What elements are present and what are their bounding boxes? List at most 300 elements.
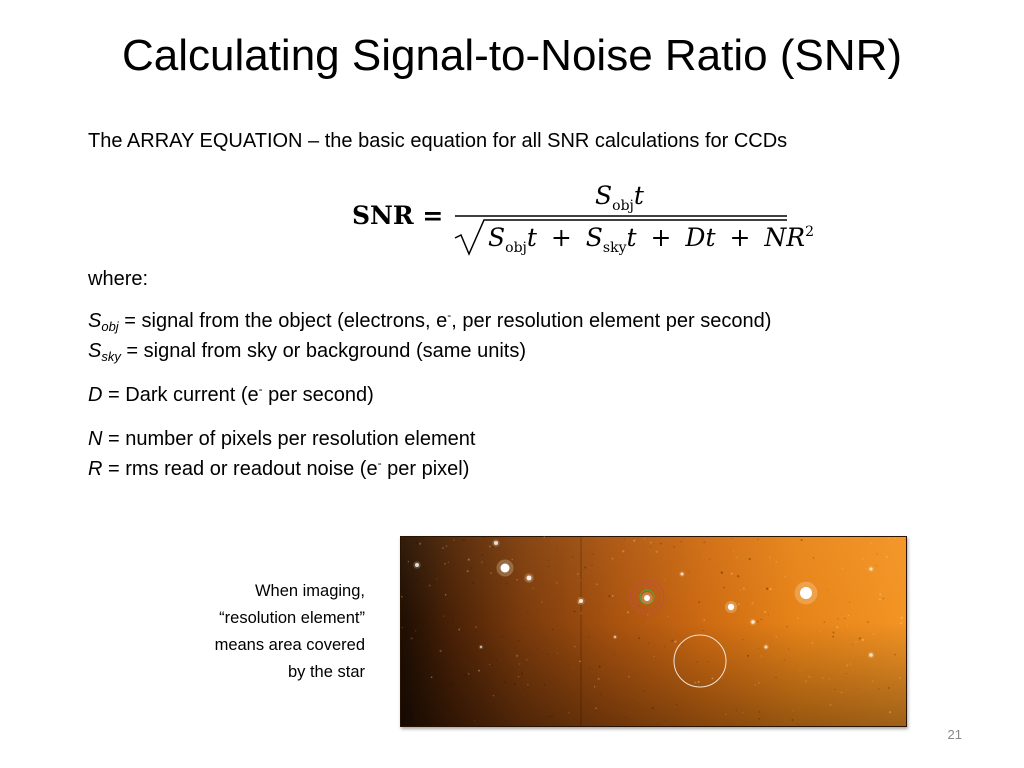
ssky-text: = signal from sky or background (same units) xyxy=(120,340,527,362)
noise-speckle xyxy=(572,668,573,669)
noise-speckle xyxy=(855,641,857,643)
caption-line-2: “resolution element” xyxy=(219,609,365,627)
noise-speckle xyxy=(901,617,903,619)
noise-speckle xyxy=(489,664,490,665)
noise-speckle xyxy=(473,582,475,584)
star xyxy=(501,564,510,573)
d-sup: - xyxy=(258,382,263,396)
noise-speckle xyxy=(832,631,834,633)
noise-speckle xyxy=(822,571,823,572)
definition-sobj xyxy=(88,306,771,336)
star xyxy=(527,576,532,581)
noise-speckle xyxy=(544,684,546,686)
denominator-term4: NR xyxy=(764,223,806,252)
noise-speckle xyxy=(551,715,553,717)
noise-speckle xyxy=(799,670,800,671)
noise-speckle xyxy=(562,709,563,710)
noise-speckle xyxy=(452,622,454,624)
star xyxy=(494,541,498,545)
noise-speckle xyxy=(440,650,442,652)
noise-speckle xyxy=(596,583,597,584)
noise-speckle xyxy=(633,700,634,701)
noise-speckle xyxy=(557,653,558,654)
noise-speckle xyxy=(537,718,539,720)
noise-speckle xyxy=(521,673,523,675)
noise-speckle xyxy=(757,621,759,623)
slide-title: Calculating Signal-to-Noise Ratio (SNR) xyxy=(121,31,903,80)
noise-speckle xyxy=(484,564,485,565)
noise-speckle xyxy=(888,538,890,540)
noise-speckle xyxy=(879,598,881,600)
noise-speckle xyxy=(592,553,594,555)
noise-speckle xyxy=(905,539,906,540)
noise-speckle xyxy=(740,589,741,590)
noise-speckle xyxy=(516,693,517,694)
noise-speckle xyxy=(532,588,533,589)
noise-speckle xyxy=(766,588,768,590)
noise-speckle xyxy=(599,666,601,668)
noise-speckle xyxy=(453,613,454,614)
noise-speckle xyxy=(591,564,593,566)
noise-speckle xyxy=(894,654,895,655)
noise-speckle xyxy=(879,593,881,595)
denominator-term1-symbol: S xyxy=(488,223,506,252)
where-label: where: xyxy=(88,268,149,290)
noise-speckle xyxy=(600,693,601,694)
noise-speckle xyxy=(850,663,852,665)
noise-speckle xyxy=(471,678,472,679)
noise-speckle xyxy=(556,582,558,584)
noise-speckle xyxy=(584,653,585,654)
star xyxy=(614,636,616,638)
noise-speckle xyxy=(448,562,449,563)
noise-speckle xyxy=(846,664,848,666)
definition-d xyxy=(88,380,771,410)
sky-annulus-circle xyxy=(674,635,726,687)
noise-speckle xyxy=(688,571,689,572)
noise-speckle xyxy=(547,716,549,718)
noise-speckle xyxy=(625,717,626,718)
noise-speckle xyxy=(444,563,446,565)
noise-speckle xyxy=(482,554,484,556)
noise-speckle xyxy=(556,549,557,550)
noise-speckle xyxy=(709,559,710,560)
noise-speckle xyxy=(849,601,850,602)
noise-speckle xyxy=(769,588,771,590)
noise-speckle xyxy=(580,580,581,581)
noise-speckle xyxy=(776,561,777,562)
noise-speckle xyxy=(527,612,529,614)
noise-speckle xyxy=(446,545,448,547)
noise-speckle xyxy=(568,712,570,714)
noise-speckle xyxy=(889,711,891,713)
noise-speckle xyxy=(436,578,437,579)
noise-speckle xyxy=(475,626,477,628)
noise-speckle xyxy=(650,546,651,547)
noise-speckle xyxy=(589,668,591,670)
noise-speckle xyxy=(419,543,421,545)
noise-speckle xyxy=(530,654,531,655)
noise-speckle xyxy=(468,673,470,675)
sobj-sub: obj xyxy=(101,319,119,334)
noise-speckle xyxy=(758,718,760,720)
noise-speckle xyxy=(760,619,761,620)
noise-speckle xyxy=(761,655,762,656)
noise-speckle xyxy=(758,682,760,684)
noise-speckle xyxy=(431,676,433,678)
noise-speckle xyxy=(883,598,885,600)
denominator-term2-sub: sky xyxy=(602,240,627,256)
noise-speckle xyxy=(577,573,578,574)
noise-speckle xyxy=(455,627,457,629)
noise-speckle xyxy=(827,589,828,590)
noise-speckle xyxy=(680,541,681,542)
svg-text:Sobjt xyxy=(595,181,645,214)
noise-speckle xyxy=(519,663,520,664)
noise-speckle xyxy=(846,673,847,674)
noise-speckle xyxy=(764,611,766,613)
noise-speckle xyxy=(541,602,542,603)
equation-lhs: SNR = xyxy=(352,201,444,230)
noise-speckle xyxy=(516,579,518,581)
noise-speckle xyxy=(402,627,404,629)
noise-speckle xyxy=(841,692,843,694)
noise-speckle xyxy=(648,642,649,643)
noise-speckle xyxy=(665,720,666,721)
d-symbol: D xyxy=(88,384,103,406)
noise-speckle xyxy=(506,583,508,585)
plus-sign-1: + xyxy=(550,223,572,252)
noise-speckle xyxy=(518,676,519,677)
noise-speckle xyxy=(429,585,431,587)
noise-speckle xyxy=(537,648,538,649)
n-symbol: N xyxy=(88,428,103,450)
noise-speckle xyxy=(667,616,668,617)
ssky-sub: sky xyxy=(101,349,121,364)
caption-line-4: by the star xyxy=(287,663,365,681)
noise-speckle xyxy=(408,561,409,562)
noise-speckle xyxy=(872,680,874,682)
sobj-symbol: S xyxy=(88,310,102,332)
noise-speckle xyxy=(543,536,545,538)
noise-speckle xyxy=(574,646,575,647)
noise-speckle xyxy=(837,618,839,620)
noise-speckle xyxy=(878,688,880,690)
sobj-sup: - xyxy=(447,308,452,322)
noise-speckle xyxy=(723,587,725,589)
snr-equation xyxy=(350,178,814,258)
noise-speckle xyxy=(805,680,807,682)
noise-speckle xyxy=(735,556,737,558)
noise-speckle xyxy=(595,707,597,709)
noise-speckle xyxy=(674,640,676,642)
star xyxy=(869,653,873,657)
star xyxy=(728,604,734,610)
noise-speckle xyxy=(793,710,794,711)
noise-speckle xyxy=(404,604,406,606)
noise-speckle xyxy=(895,537,896,538)
noise-speckle xyxy=(442,547,444,549)
noise-speckle xyxy=(483,536,485,538)
noise-speckle xyxy=(738,603,740,605)
noise-speckle xyxy=(859,637,861,639)
noise-speckle xyxy=(493,695,494,696)
noise-speckle xyxy=(848,615,850,617)
noise-speckle xyxy=(463,539,465,541)
noise-speckle xyxy=(775,677,776,678)
star xyxy=(480,646,482,648)
n-text: = number of pixels per resolution element xyxy=(102,428,476,450)
noise-speckle xyxy=(638,637,640,639)
noise-speckle xyxy=(665,646,666,647)
r-text-after: per pixel) xyxy=(381,458,470,480)
noise-speckle xyxy=(416,578,418,580)
noise-speckle xyxy=(478,670,480,672)
noise-speckle xyxy=(588,636,589,637)
noise-speckle xyxy=(416,542,418,544)
noise-speckle xyxy=(703,619,705,621)
noise-speckle xyxy=(526,659,527,660)
noise-speckle xyxy=(471,567,472,568)
noise-speckle xyxy=(758,648,759,649)
noise-speckle xyxy=(490,572,491,573)
noise-speckle xyxy=(676,704,677,705)
noise-speckle xyxy=(696,661,698,663)
noise-speckle xyxy=(703,541,705,543)
definition-r xyxy=(88,454,771,484)
noise-speckle xyxy=(450,683,452,685)
noise-speckle xyxy=(865,568,866,569)
noise-speckle xyxy=(654,656,655,657)
noise-speckle xyxy=(579,661,581,663)
denominator-term2-t: t xyxy=(626,223,637,252)
noise-speckle xyxy=(658,723,659,724)
noise-speckle xyxy=(671,639,673,641)
denominator-term1-sub: obj xyxy=(505,240,527,256)
noise-speckle xyxy=(650,542,652,544)
sobj-text-after: , per resolution element per second) xyxy=(451,310,772,332)
noise-speckle xyxy=(900,622,902,624)
noise-speckle xyxy=(824,621,826,623)
noise-speckle xyxy=(888,687,890,689)
noise-speckle xyxy=(644,691,645,692)
numerator-symbol: S xyxy=(595,181,613,210)
noise-speckle xyxy=(743,588,745,590)
noise-speckle xyxy=(460,572,461,573)
noise-speckle xyxy=(467,570,469,572)
star xyxy=(765,646,768,649)
noise-speckle xyxy=(608,595,610,597)
noise-speckle xyxy=(886,556,888,558)
noise-speckle xyxy=(489,545,491,547)
svg-text:Sobjt + Sskyt xyxy=(488,223,814,256)
noise-speckle xyxy=(512,559,513,560)
starfield-image xyxy=(400,536,907,727)
noise-speckle xyxy=(652,707,654,709)
noise-speckle xyxy=(481,561,483,563)
noise-speckle xyxy=(445,594,447,596)
d-text-after: per second) xyxy=(262,384,374,406)
noise-speckle xyxy=(829,678,831,680)
noise-speckle xyxy=(622,550,624,552)
noise-speckle xyxy=(580,612,582,614)
noise-speckle xyxy=(822,677,824,679)
noise-speckle xyxy=(524,689,525,690)
noise-speckle xyxy=(612,595,614,597)
image-caption xyxy=(150,578,365,686)
noise-speckle xyxy=(812,642,813,643)
noise-speckle xyxy=(731,538,732,539)
definition-ssky xyxy=(88,336,771,366)
intro-text: The ARRAY EQUATION – the basic equation for all SNR calculations for CCDs xyxy=(88,130,788,152)
noise-speckle xyxy=(647,623,648,624)
noise-speckle xyxy=(698,601,700,603)
noise-speckle xyxy=(711,677,713,679)
noise-speckle xyxy=(722,677,723,678)
noise-speckle xyxy=(836,626,838,628)
noise-speckle xyxy=(733,551,734,552)
noise-speckle xyxy=(742,712,743,713)
noise-speckle xyxy=(463,686,465,688)
noise-speckle xyxy=(424,681,426,683)
noise-speckle xyxy=(897,586,898,587)
noise-speckle xyxy=(832,636,834,638)
noise-speckle xyxy=(401,596,402,597)
noise-speckle xyxy=(633,540,635,542)
noise-speckle xyxy=(751,602,753,604)
noise-speckle xyxy=(518,640,519,641)
noise-speckle xyxy=(475,630,476,631)
sobj-text-before: = signal from the object (electrons, e xyxy=(118,310,448,332)
noise-speckle xyxy=(527,684,528,685)
noise-speckle xyxy=(867,621,869,623)
noise-speckle xyxy=(453,539,454,540)
noise-speckle xyxy=(858,688,859,689)
noise-speckle xyxy=(552,629,553,630)
noise-speckle xyxy=(627,611,629,613)
noise-speckle xyxy=(612,558,614,560)
noise-speckle xyxy=(443,616,444,617)
noise-speckle xyxy=(584,566,586,568)
noise-speckle xyxy=(802,675,803,676)
noise-speckle xyxy=(791,719,793,721)
denominator-term3: Dt xyxy=(685,223,716,252)
noise-speckle xyxy=(820,631,821,632)
noise-speckle xyxy=(464,674,466,676)
noise-speckle xyxy=(574,611,576,613)
starfield-overlay xyxy=(401,537,906,726)
noise-speckle xyxy=(769,556,771,558)
noise-speckle xyxy=(660,543,662,545)
noise-speckle xyxy=(852,644,853,645)
noise-speckle xyxy=(784,660,785,661)
star xyxy=(644,595,650,601)
ssky-symbol: S xyxy=(88,340,102,362)
noise-speckle xyxy=(901,661,902,662)
slide-number: 21 xyxy=(947,727,962,742)
definitions xyxy=(88,264,771,484)
numerator-t: t xyxy=(633,181,644,210)
numerator-sub: obj xyxy=(612,198,634,214)
noise-speckle xyxy=(841,617,842,618)
noise-speckle xyxy=(474,720,475,721)
star xyxy=(751,620,755,624)
noise-speckle xyxy=(899,677,901,679)
noise-speckle xyxy=(784,576,785,577)
noise-speckle xyxy=(548,560,549,561)
noise-speckle xyxy=(768,614,769,615)
noise-speckle xyxy=(458,629,460,631)
noise-speckle xyxy=(755,684,756,685)
noise-speckle xyxy=(468,559,470,561)
noise-speckle xyxy=(501,636,502,637)
star xyxy=(579,599,583,603)
r-text-before: = rms read or readout noise (e xyxy=(102,458,378,480)
denominator-term2-symbol: S xyxy=(585,223,603,252)
noise-speckle xyxy=(628,676,629,677)
noise-speckle xyxy=(598,678,600,680)
noise-speckle xyxy=(703,630,704,631)
stars-group xyxy=(401,536,906,725)
plus-sign-2: + xyxy=(650,223,672,252)
noise-speckle xyxy=(725,714,726,715)
noise-speckle xyxy=(742,639,743,640)
denominator-term1-t: t xyxy=(526,223,537,252)
noise-speckle xyxy=(786,626,788,628)
noise-speckle xyxy=(759,711,761,713)
noise-speckle xyxy=(514,683,516,685)
noise-speckle xyxy=(844,618,845,619)
noise-speckle xyxy=(644,538,645,539)
star xyxy=(681,573,684,576)
noise-speckle xyxy=(862,558,864,560)
r-sup: - xyxy=(377,456,382,470)
noise-speckle xyxy=(798,724,799,725)
denominator-term4-exponent: 2 xyxy=(805,224,814,240)
noise-speckle xyxy=(496,659,497,660)
noise-speckle xyxy=(870,542,872,544)
noise-speckle xyxy=(624,539,625,540)
noise-speckle xyxy=(681,644,682,645)
noise-speckle xyxy=(813,557,814,558)
noise-speckle xyxy=(694,682,696,684)
star xyxy=(800,587,812,599)
star xyxy=(870,568,873,571)
noise-speckle xyxy=(504,681,506,683)
noise-speckle xyxy=(757,539,758,540)
noise-speckle xyxy=(737,575,739,577)
noise-speckle xyxy=(835,689,836,690)
noise-speckle xyxy=(656,551,658,553)
noise-speckle xyxy=(731,573,733,575)
noise-speckle xyxy=(594,686,595,687)
noise-speckle xyxy=(736,710,737,711)
noise-speckle xyxy=(503,654,504,655)
noise-speckle xyxy=(673,546,675,548)
noise-speckle xyxy=(877,553,879,555)
noise-speckle xyxy=(548,566,549,567)
caption-line-1: When imaging, xyxy=(254,582,365,600)
noise-speckle xyxy=(829,704,831,706)
noise-speckle xyxy=(572,556,574,558)
plus-sign-3: + xyxy=(729,223,751,252)
noise-speckle xyxy=(842,568,843,569)
r-symbol: R xyxy=(88,458,103,480)
noise-speckle xyxy=(788,649,789,650)
noise-speckle xyxy=(875,565,876,566)
noise-speckle xyxy=(873,633,875,635)
noise-speckle xyxy=(747,655,749,657)
